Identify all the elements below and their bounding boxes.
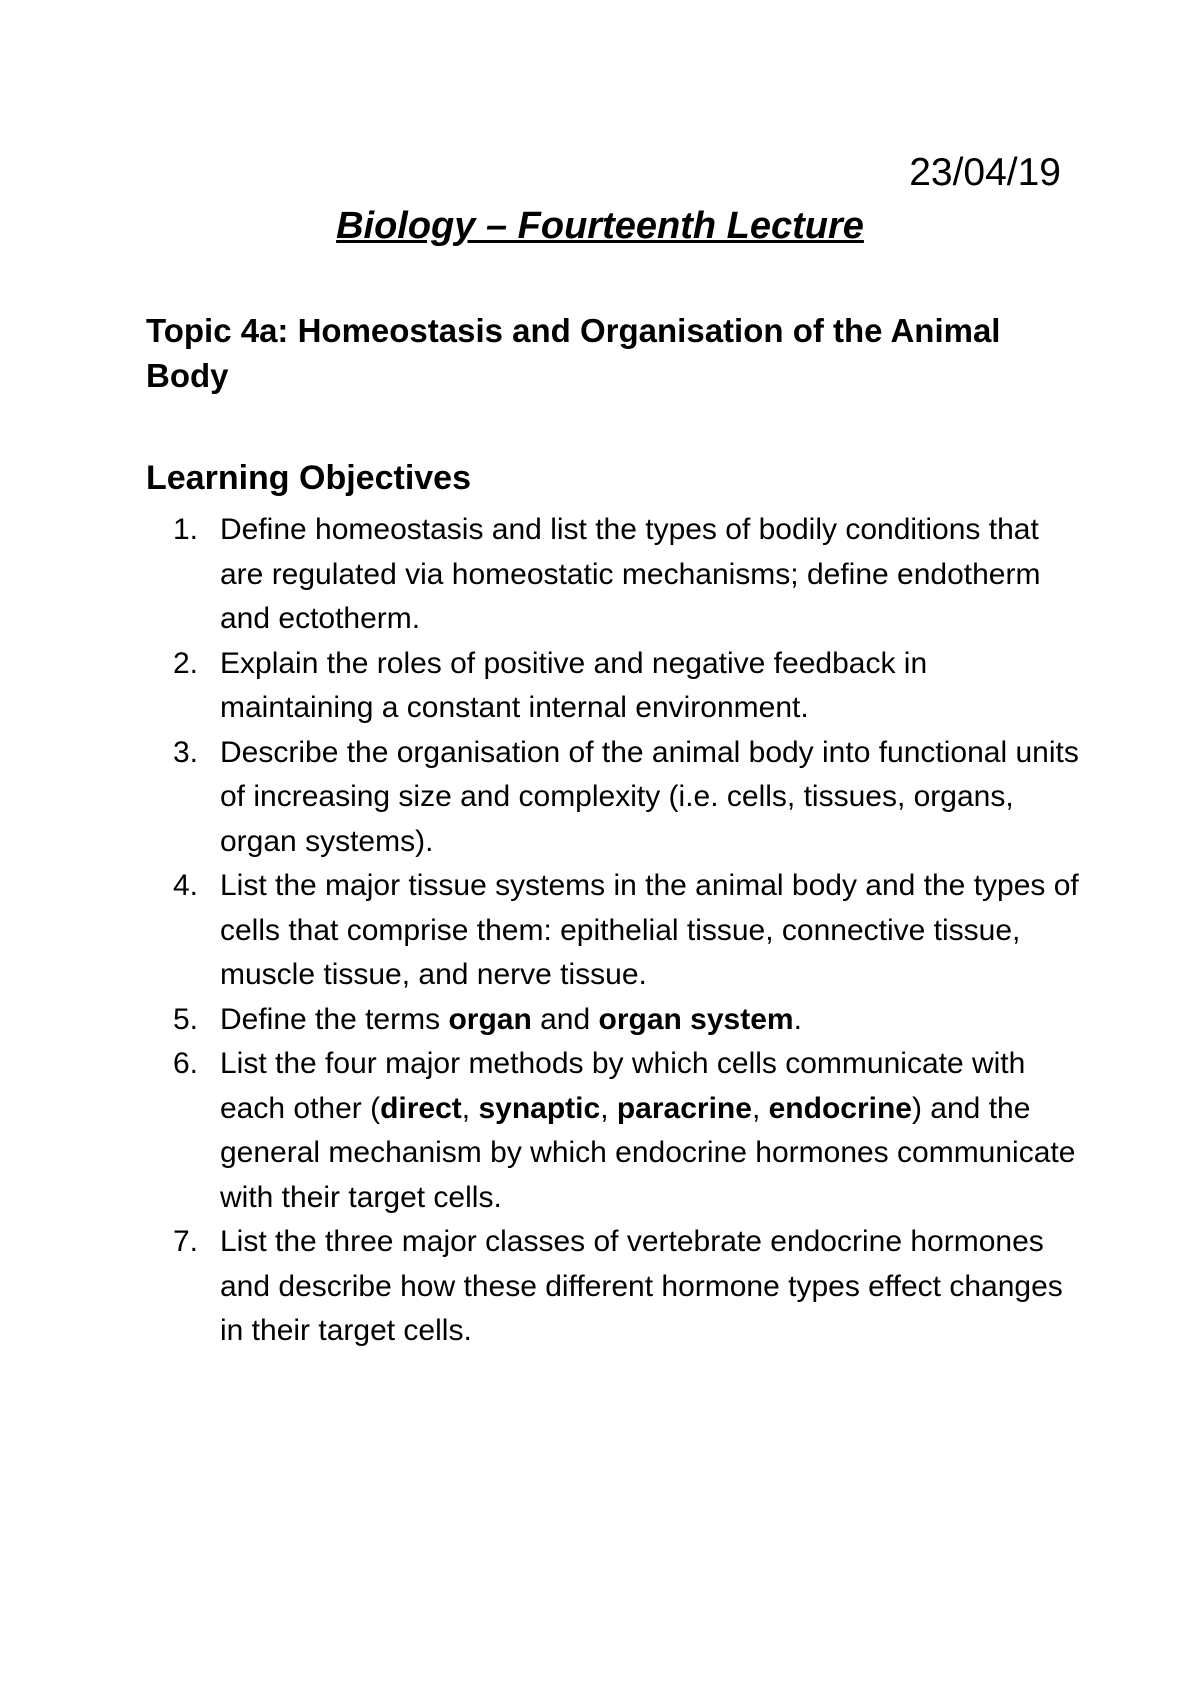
objective-number: 5. bbox=[173, 1002, 199, 1036]
objective-number: 3. bbox=[173, 735, 199, 769]
objective-text-part: , bbox=[600, 1091, 617, 1125]
bold-term: paracrine bbox=[616, 1091, 752, 1125]
objectives-heading: Learning Objectives bbox=[146, 459, 471, 497]
objective-text-part: , bbox=[751, 1091, 769, 1125]
bold-term: organ bbox=[448, 1002, 532, 1036]
lecture-date: 23/04/19 bbox=[909, 151, 1061, 194]
objective-text-part: ) and the general mechanism by which endocrine hormones communicate with their target cells. bbox=[220, 1091, 1076, 1214]
page-title: Biology – Fourteenth Lecture bbox=[336, 205, 864, 247]
objective-text-part: . bbox=[793, 1002, 802, 1036]
objective-number: 7. bbox=[173, 1225, 199, 1258]
objective-text: Explain the roles of positive and negative feedback in maintaining a constant internal environment. bbox=[220, 646, 928, 724]
bold-term: organ system bbox=[598, 1002, 794, 1036]
objective-number: 2. bbox=[173, 646, 199, 680]
objective-text: Define homeostasis and list the types of bodily conditions that are regulated via homeostatic mechanisms; define endotherm and ectotherm. bbox=[220, 513, 1041, 635]
objective-text-part: Define the terms bbox=[220, 1002, 449, 1036]
objective-item bbox=[146, 1042, 1086, 1220]
objective-text-part: and bbox=[531, 1002, 599, 1036]
bold-term: synaptic bbox=[478, 1091, 601, 1125]
objective-text: List the major tissue systems in the animal body and the types of cells that comprise them: epithelial tissue, connective tissue, muscle tissue, and nerve tissue. bbox=[220, 869, 1079, 991]
objectives-list bbox=[146, 508, 1086, 1354]
objective-item bbox=[146, 731, 1086, 865]
objective-text-part: List the four major methods by which cells communicate with each other ( bbox=[220, 1047, 1026, 1125]
objective-text: List the three major classes of vertebrate endocrine hormones and describe how these different hormone types effect changes in their target cells. bbox=[220, 1225, 1063, 1347]
objective-item bbox=[146, 1220, 1086, 1354]
bold-term: endocrine bbox=[768, 1091, 912, 1125]
objective-item bbox=[146, 998, 1086, 1043]
objective-text: Describe the organisation of the animal body into functional units of increasing size and complexity (i.e. cells, tissues, organs, organ systems). bbox=[220, 735, 1079, 858]
objective-item bbox=[146, 864, 1086, 998]
objective-text-part: , bbox=[461, 1091, 479, 1125]
objective-number: 6. bbox=[173, 1047, 199, 1080]
objective-item bbox=[146, 508, 1086, 642]
objective-number: 1. bbox=[173, 513, 199, 546]
objective-item bbox=[146, 642, 1086, 731]
bold-term: direct bbox=[380, 1091, 462, 1125]
topic-heading: Topic 4a: Homeostasis and Organisation of the Animal Body bbox=[146, 312, 1001, 394]
objective-number: 4. bbox=[173, 869, 199, 902]
